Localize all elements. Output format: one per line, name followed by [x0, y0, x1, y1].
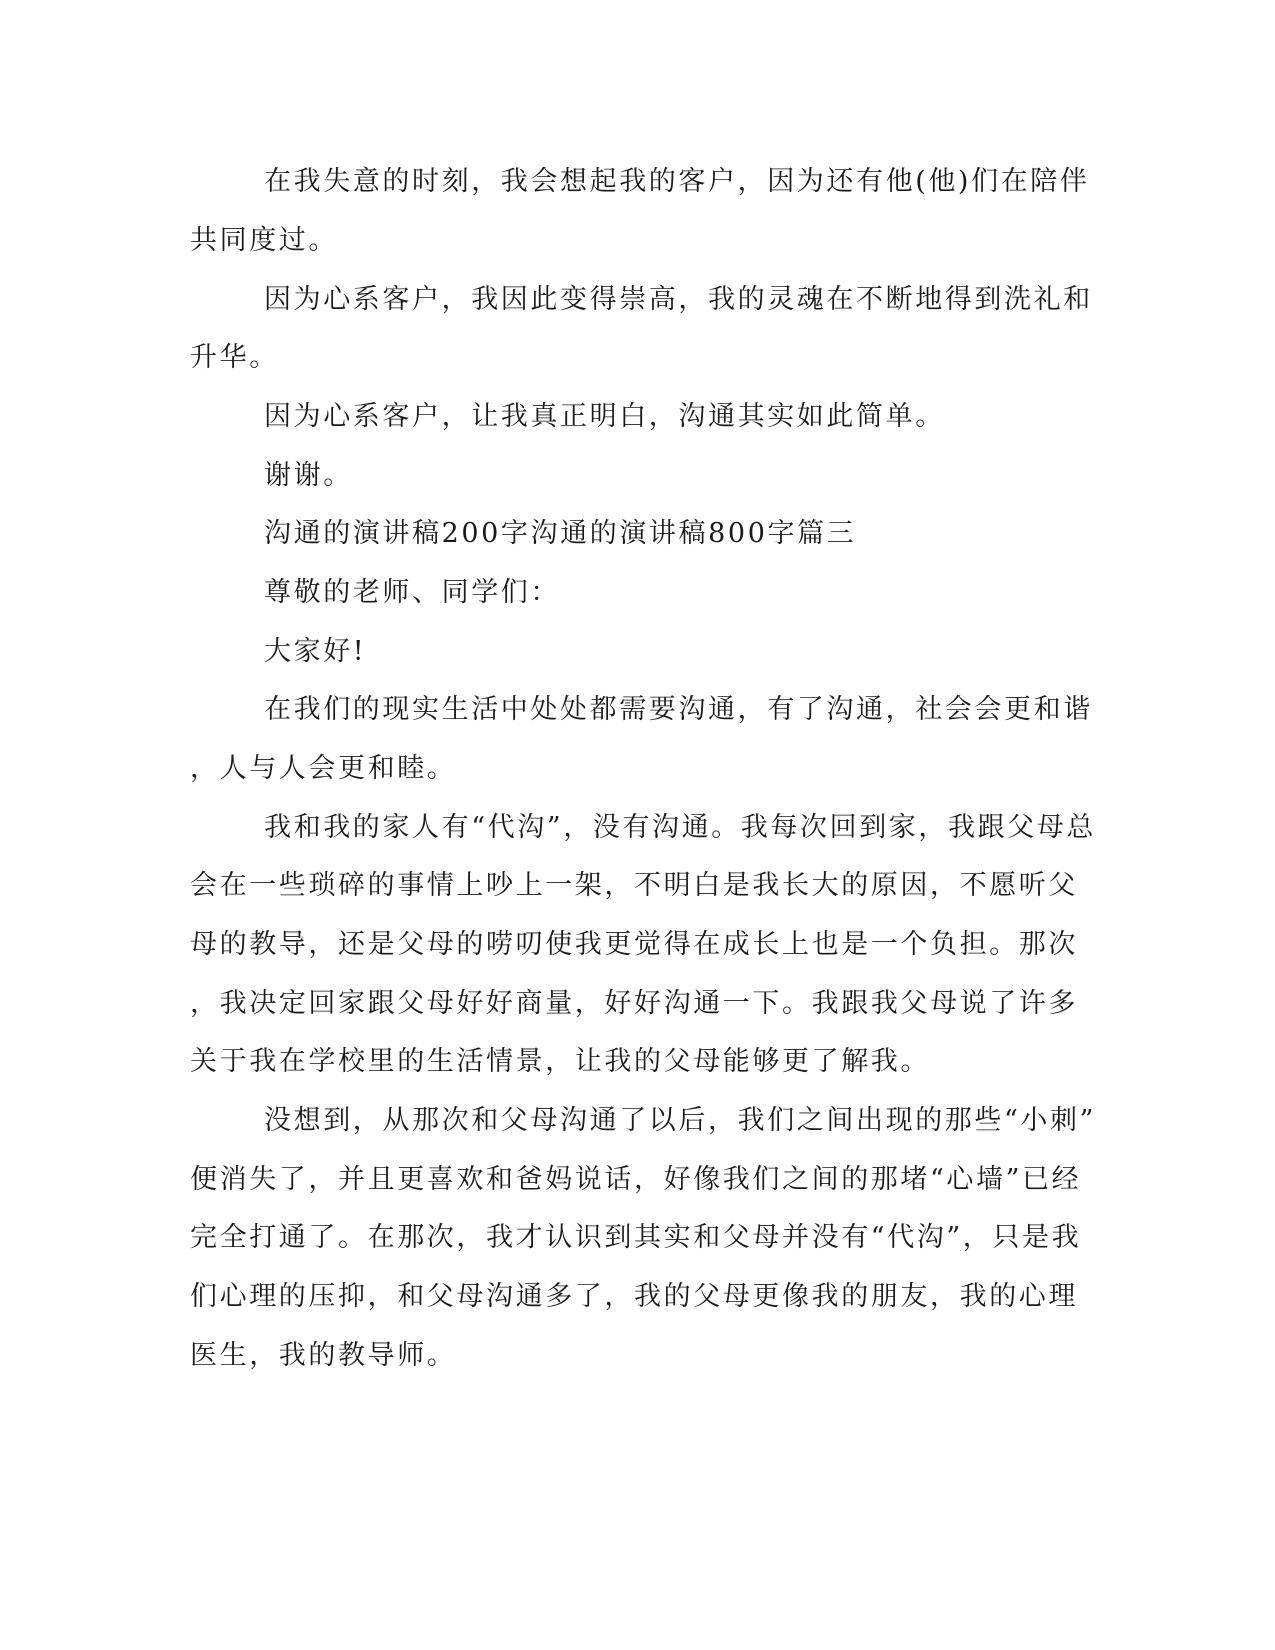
paragraph-line: 完全打通了。在那次，我才认识到其实和父母并没有“代沟”，只是我: [190, 1222, 1082, 1253]
paragraph-line: 在我们的现实生活中处处都需要沟通，有了沟通，社会会更和谐: [264, 694, 1093, 725]
paragraph-line: 没想到，从那次和父母沟通了以后，我们之间出现的那些“小刺”: [264, 1105, 1097, 1136]
paragraph-line: ，人与人会更和睦。: [190, 753, 457, 784]
paragraph-line: 共同度过。: [190, 225, 338, 256]
paragraph-line: 升华。: [190, 342, 279, 373]
paragraph-line: 因为心系客户，我因此变得崇高，我的灵魂在不断地得到洗礼和: [264, 284, 1093, 315]
paragraph-line: 们心理的压抑，和父母沟通多了，我的父母更像我的朋友，我的心理: [190, 1281, 1078, 1312]
paragraph-line: ，我决定回家跟父母好好商量，好好沟通一下。我跟我父母说了许多: [190, 988, 1078, 1019]
paragraph-line: 谢谢。: [264, 460, 353, 491]
paragraph-line: 因为心系客户，让我真正明白，沟通其实如此简单。: [264, 401, 945, 432]
paragraph-line: 便消失了，并且更喜欢和爸妈说话，好像我们之间的那堵“心墙”已经: [190, 1164, 1082, 1195]
section-heading: 沟通的演讲稿200字沟通的演讲稿800字篇三: [264, 518, 857, 549]
paragraph-line: 关于我在学校里的生活情景，让我的父母能够更了解我。: [190, 1046, 930, 1077]
salutation: 尊敬的老师、同学们：: [264, 577, 560, 608]
paragraph-line: 母的教导，还是父母的唠叨使我更觉得在成长上也是一个负担。那次: [190, 929, 1078, 960]
greeting: 大家好!: [264, 636, 367, 667]
paragraph-line: 会在一些琐碎的事情上吵上一架，不明白是我长大的原因，不愿听父: [190, 870, 1078, 901]
paragraph-line: 在我失意的时刻，我会想起我的客户，因为还有他(他)们在陪伴: [264, 166, 1090, 197]
paragraph-line: 我和我的家人有“代沟”，没有沟通。我每次回到家，我跟父母总: [264, 812, 1097, 843]
paragraph-line: 医生，我的教导师。: [190, 1340, 457, 1371]
